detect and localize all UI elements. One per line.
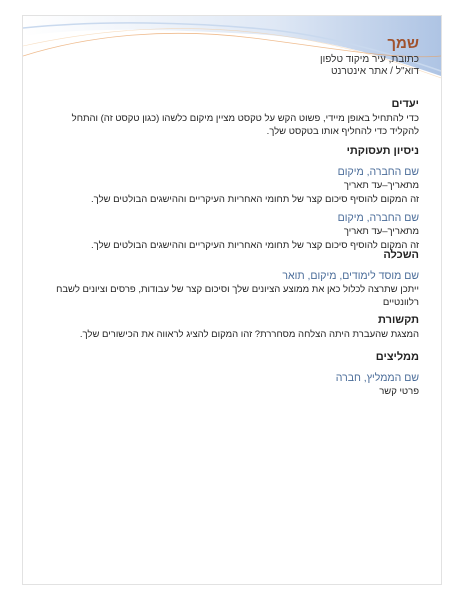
- education-school: שם מוסד לימודים, מיקום, תואר: [282, 270, 419, 282]
- objective-text: כדי להתחיל באופן מיידי, פשוט הקש על טקסט מציין מיקום כלשהו (כגון טקסט זה) והתחל להקליד כדי להחליף אותו בטקסט שלך.: [71, 113, 419, 137]
- experience-summary-2: זה המקום להוסיף סיכום קצר של תחומי האחריות העיקריים וההישגים הבולטים שלך.: [91, 240, 419, 251]
- applicant-name: שמך: [387, 35, 419, 52]
- experience-dates-2: מתאריך–עד תאריך: [343, 226, 419, 237]
- resume-page: [22, 15, 442, 585]
- experience-company-2: שם החברה, מיקום: [337, 212, 419, 224]
- objective-section: [45, 98, 419, 138]
- experience-summary-1: זה המקום להוסיף סיכום קצר של תחומי האחריות העיקריים וההישגים הבולטים שלך.: [91, 194, 419, 205]
- communication-title: תקשורת: [378, 314, 419, 326]
- references-title: ממליצים: [375, 351, 419, 363]
- references-section: [45, 351, 419, 398]
- reference-name: שם הממליץ, חברה: [335, 372, 419, 384]
- experience-company-1: שם החברה, מיקום: [337, 166, 419, 178]
- communication-text: המצגת שהעברת היתה הצלחה מסחררת? זהו המקום להציג לראווה את הכישורים שלך.: [79, 329, 419, 340]
- experience-dates-1: מתאריך–עד תאריך: [343, 180, 419, 191]
- objective-title: יעדים: [391, 98, 419, 110]
- reference-contact: פרטי קשר: [379, 386, 419, 397]
- experience-section: [45, 145, 419, 252]
- education-text: ייתכן שתרצה לכלול כאן את ממוצע הציונים שלך וסיכום קצר של עבודות, פרסים וציונים לשבח רלוונטיים: [56, 284, 419, 308]
- email-line: דוא"ל / אתר אינטרנט: [331, 66, 419, 77]
- address-line: כתובת, עיר מיקוד טלפון: [320, 54, 419, 65]
- education-section: [45, 249, 419, 309]
- communication-section: [45, 314, 419, 341]
- education-title: השכלה: [383, 249, 419, 261]
- experience-title: ניסיון תעסוקתי: [346, 145, 419, 157]
